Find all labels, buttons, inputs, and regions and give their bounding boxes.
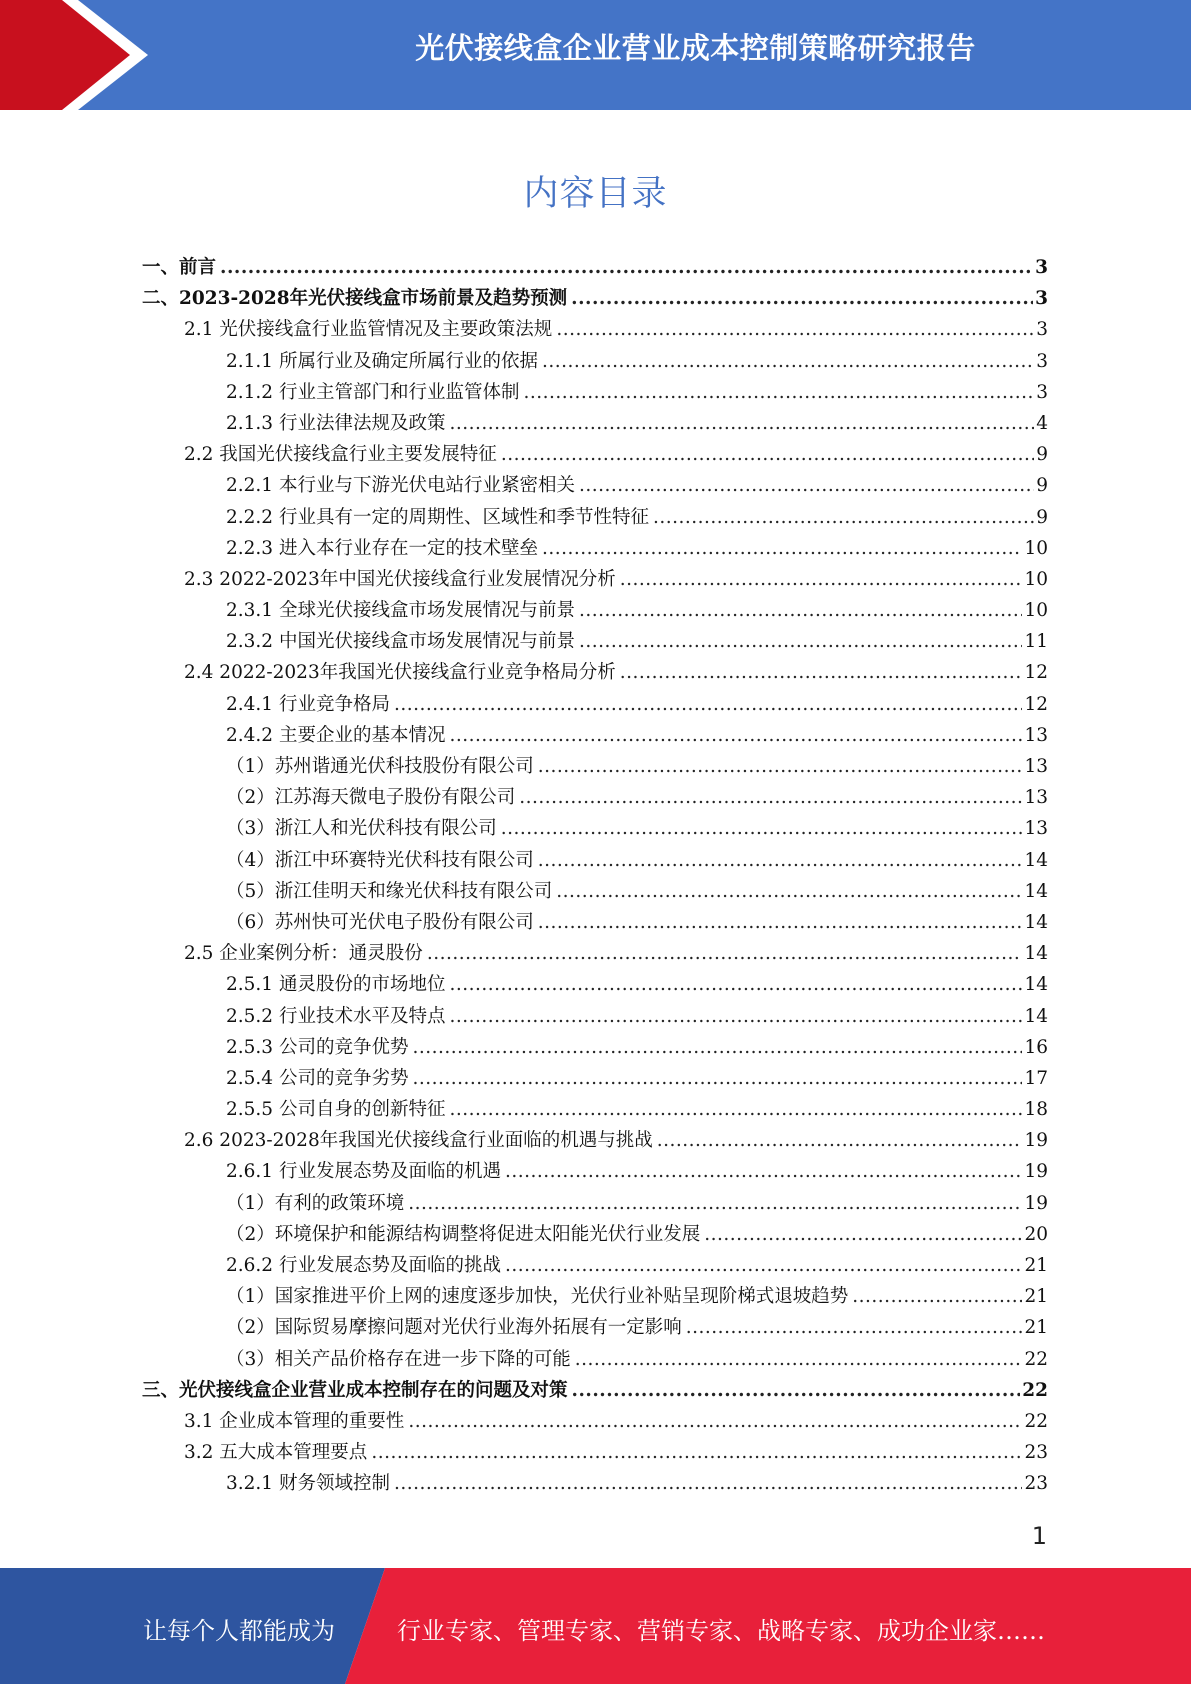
toc-entry-text: 3.1 企业成本管理的重要性 [184,1410,405,1432]
toc-entry-page: 19 [1024,1192,1048,1214]
toc-entry[interactable] [142,534,1048,565]
toc-dot-leader [538,912,1023,933]
toc-dot-leader [556,319,1034,340]
toc-dot-leader [542,351,1034,372]
toc-dot-leader [449,974,1022,995]
toc-dot-leader [408,1411,1022,1432]
toc-entry-text: 2.2 我国光伏接线盒行业主要发展特征 [184,444,497,466]
toc-dot-leader [575,1349,1023,1370]
toc-entry[interactable] [142,846,1048,877]
toc-entry-text: 2.2.3 进入本行业存在一定的技术壁垒 [226,537,538,559]
toc-dot-leader [427,943,1023,964]
toc-entry-page: 14 [1024,880,1048,902]
toc-entry-page: 3 [1036,381,1048,403]
toc-entry[interactable] [142,658,1048,689]
toc-entry-page: 22 [1022,1379,1048,1401]
toc-dot-leader [505,1255,1022,1276]
toc-entry-text: 一、前言 [142,257,217,278]
toc-dot-leader [542,538,1022,559]
toc-dot-leader [501,818,1023,839]
toc-dot-leader [620,662,1023,683]
toc-entry-page: 23 [1024,1442,1048,1464]
toc-entry-text: 2.5 企业案例分析：通灵股份 [184,943,423,965]
toc-dot-leader [408,1193,1022,1214]
toc-entry[interactable] [142,1033,1048,1064]
header-banner [0,0,1191,110]
toc-entry-page: 22 [1024,1348,1048,1370]
toc-entry-text: （1）国家推进平价上网的速度逐步加快，光伏行业补贴呈现阶梯式退坡趋势 [226,1286,849,1308]
toc-dot-leader [523,382,1034,403]
toc-entry[interactable] [142,1157,1048,1188]
toc-entry-text: 2.6 2023-2028年我国光伏接线盒行业面临的机遇与挑战 [184,1130,653,1152]
toc-entry[interactable] [142,970,1048,1001]
toc-entry-page: 14 [1024,974,1048,996]
toc-dot-leader [704,1224,1022,1245]
toc-entry-text: 2.5.2 行业技术水平及特点 [226,1005,446,1027]
toc-entry-text: 2.4 2022-2023年我国光伏接线盒行业竞争格局分析 [184,662,616,684]
toc-entry-page: 14 [1024,943,1048,965]
toc-dot-leader [852,1286,1022,1307]
toc-entry-page: 4 [1036,412,1048,434]
toc-entry-text: 2.1.2 行业主管部门和行业监管体制 [226,381,520,403]
toc-entry-text: 2.2.2 行业具有一定的周期性、区域性和季节性特征 [226,506,649,528]
toc-entry-page: 19 [1024,1161,1048,1183]
toc-entry[interactable] [142,284,1048,315]
toc-entry-text: 2.2.1 本行业与下游光伏电站行业紧密相关 [226,475,575,497]
toc-entry-page: 11 [1024,631,1048,653]
page-number: 1 [1031,1522,1047,1550]
toc-entry[interactable] [142,565,1048,596]
toc-entry-text: （5）浙江佳明天和缘光伏科技有限公司 [226,880,553,902]
toc-entry-page: 22 [1024,1410,1048,1432]
toc-dot-leader [538,756,1023,777]
toc-entry[interactable] [142,1095,1048,1126]
toc-entry[interactable] [142,877,1048,908]
table-of-contents [142,253,1048,1501]
toc-entry[interactable] [142,440,1048,471]
toc-dot-leader [519,787,1022,808]
toc-entry[interactable] [142,378,1048,409]
toc-entry[interactable] [142,503,1048,534]
toc-dot-leader [449,1099,1022,1120]
toc-dot-leader [579,600,1022,621]
toc-dot-leader [501,444,1034,465]
toc-entry-page: 17 [1024,1067,1048,1089]
toc-dot-leader [412,1068,1022,1089]
toc-entry-text: （2）国际贸易摩擦问题对光伏行业海外拓展有一定影响 [226,1317,682,1339]
toc-dot-leader [538,850,1023,871]
toc-dot-leader [220,257,1033,278]
toc-entry[interactable] [142,596,1048,627]
toc-entry[interactable] [142,253,1048,284]
toc-dot-leader [579,631,1022,652]
toc-entry-page: 13 [1024,787,1048,809]
toc-entry-text: （1）有利的政策环境 [226,1192,405,1214]
toc-entry-page: 13 [1024,818,1048,840]
toc-entry-text: 2.5.3 公司的竞争优势 [226,1036,409,1058]
toc-entry-page: 13 [1024,724,1048,746]
toc-entry[interactable] [142,1313,1048,1344]
toc-entry[interactable] [142,347,1048,378]
toc-entry-page: 13 [1024,756,1048,777]
toc-entry-text: 2.5.4 公司的竞争劣势 [226,1067,409,1089]
toc-entry-page: 10 [1024,600,1048,622]
footer-slogan-right: 行业专家、管理专家、营销专家、战略专家、成功企业家…… [397,1617,1045,1645]
toc-entry-text: 2.5.5 公司自身的创新特征 [226,1099,446,1121]
toc-entry[interactable] [142,1002,1048,1033]
toc-entry-page: 21 [1024,1317,1048,1339]
toc-entry-text: 2.1 光伏接线盒行业监管情况及主要政策法规 [184,319,553,341]
toc-entry[interactable] [142,908,1048,939]
toc-entry-page: 19 [1024,1130,1048,1152]
toc-entry[interactable] [142,1469,1048,1500]
toc-dot-leader [556,881,1022,902]
toc-entry[interactable] [142,471,1048,502]
toc-entry-text: 2.1.3 行业法律法规及政策 [226,412,446,434]
toc-entry-page: 3 [1035,257,1048,278]
toc-entry[interactable] [142,1189,1048,1220]
toc-entry[interactable] [142,939,1048,970]
toc-dot-leader [394,694,1022,715]
toc-entry-text: （3）浙江人和光伏科技有限公司 [226,818,497,840]
toc-entry[interactable] [142,1282,1048,1313]
toc-dot-leader [412,1037,1022,1058]
toc-entry[interactable] [142,409,1048,440]
toc-dot-leader [572,1380,1021,1401]
toc-entry-page: 16 [1024,1036,1048,1058]
toc-entry-page: 14 [1024,911,1048,933]
toc-entry-page: 9 [1036,475,1048,497]
toc-entry-page: 10 [1024,568,1048,590]
toc-entry[interactable] [142,1438,1048,1469]
toc-heading: 内容目录 [523,174,668,214]
toc-entry-page: 3 [1035,288,1048,310]
toc-entry-page: 3 [1036,319,1048,341]
toc-entry-page: 10 [1024,537,1048,559]
toc-entry[interactable] [142,1407,1048,1438]
footer-slogan-left: 让每个人都能成为 [143,1617,335,1645]
toc-entry-page: 18 [1024,1099,1048,1121]
toc-dot-leader [449,1006,1022,1027]
footer-banner [0,1568,1191,1684]
toc-entry-text: 三、光伏接线盒企业营业成本控制存在的问题及对策 [142,1379,568,1401]
toc-entry-text: 2.1.1 所属行业及确定所属行业的依据 [226,350,538,372]
toc-entry-text: 2.4.1 行业竞争格局 [226,693,390,715]
toc-entry-page: 21 [1024,1255,1048,1276]
report-title: 光伏接线盒企业营业成本控制策略研究报告 [415,31,976,65]
toc-entry-text: （1）苏州谐通光伏科技股份有限公司 [226,756,534,777]
toc-entry-text: （4）浙江中环赛特光伏科技有限公司 [226,849,534,871]
toc-entry-text: 二、2023-2028年光伏接线盒市场前景及趋势预测 [142,288,568,310]
toc-entry-text: （2）环境保护和能源结构调整将促进太阳能光伏行业发展 [226,1223,701,1245]
toc-entry-text: （6）苏州快可光伏电子股份有限公司 [226,911,534,933]
toc-entry[interactable] [142,814,1048,845]
toc-entry-page: 12 [1024,693,1048,715]
toc-entry-page: 14 [1024,1005,1048,1027]
toc-entry[interactable] [142,1064,1048,1095]
toc-dot-leader [449,725,1022,746]
toc-entry-text: （2）江苏海天微电子股份有限公司 [226,787,516,809]
toc-entry[interactable] [142,783,1048,814]
toc-dot-leader [571,288,1033,309]
toc-entry-text: 2.6.1 行业发展态势及面临的机遇 [226,1161,501,1183]
toc-dot-leader [394,1473,1022,1494]
toc-entry-text: 2.3.1 全球光伏接线盒市场发展情况与前景 [226,600,575,622]
toc-entry-text: 2.6.2 行业发展态势及面临的挑战 [226,1255,501,1276]
toc-entry[interactable] [142,1345,1048,1376]
toc-entry[interactable] [142,721,1048,752]
toc-entry[interactable] [142,1251,1048,1282]
toc-entry[interactable] [142,752,1048,783]
toc-entry[interactable] [142,1126,1048,1157]
toc-dot-leader [620,569,1023,590]
toc-entry-page: 23 [1024,1473,1048,1495]
toc-entry-page: 9 [1036,444,1048,466]
toc-entry-text: 2.5.1 通灵股份的市场地位 [226,974,446,996]
toc-entry-text: 3.2 五大成本管理要点 [184,1442,368,1464]
toc-entry-text: 2.3 2022-2023年中国光伏接线盒行业发展情况分析 [184,568,616,590]
toc-dot-leader [505,1161,1022,1182]
toc-entry[interactable] [142,627,1048,658]
toc-entry-page: 9 [1036,506,1048,528]
toc-entry[interactable] [142,1220,1048,1251]
toc-dot-leader [579,475,1034,496]
toc-entry[interactable] [142,690,1048,721]
toc-entry-text: 3.2.1 财务领域控制 [226,1473,390,1495]
toc-entry-text: 2.3.2 中国光伏接线盒市场发展情况与前景 [226,631,575,653]
toc-dot-leader [657,1130,1023,1151]
toc-entry-page: 21 [1024,1286,1048,1308]
toc-entry-page: 3 [1036,350,1048,372]
toc-entry-text: 2.4.2 主要企业的基本情况 [226,724,446,746]
toc-dot-leader [653,507,1034,528]
toc-entry[interactable] [142,315,1048,346]
toc-dot-leader [371,1442,1022,1463]
toc-entry-page: 20 [1024,1223,1048,1245]
toc-entry[interactable] [142,1376,1048,1407]
toc-dot-leader [449,413,1034,434]
toc-dot-leader [686,1317,1023,1338]
toc-entry-text: （3）相关产品价格存在进一步下降的可能 [226,1348,571,1370]
toc-entry-page: 12 [1024,662,1048,684]
toc-entry-page: 14 [1024,849,1048,871]
